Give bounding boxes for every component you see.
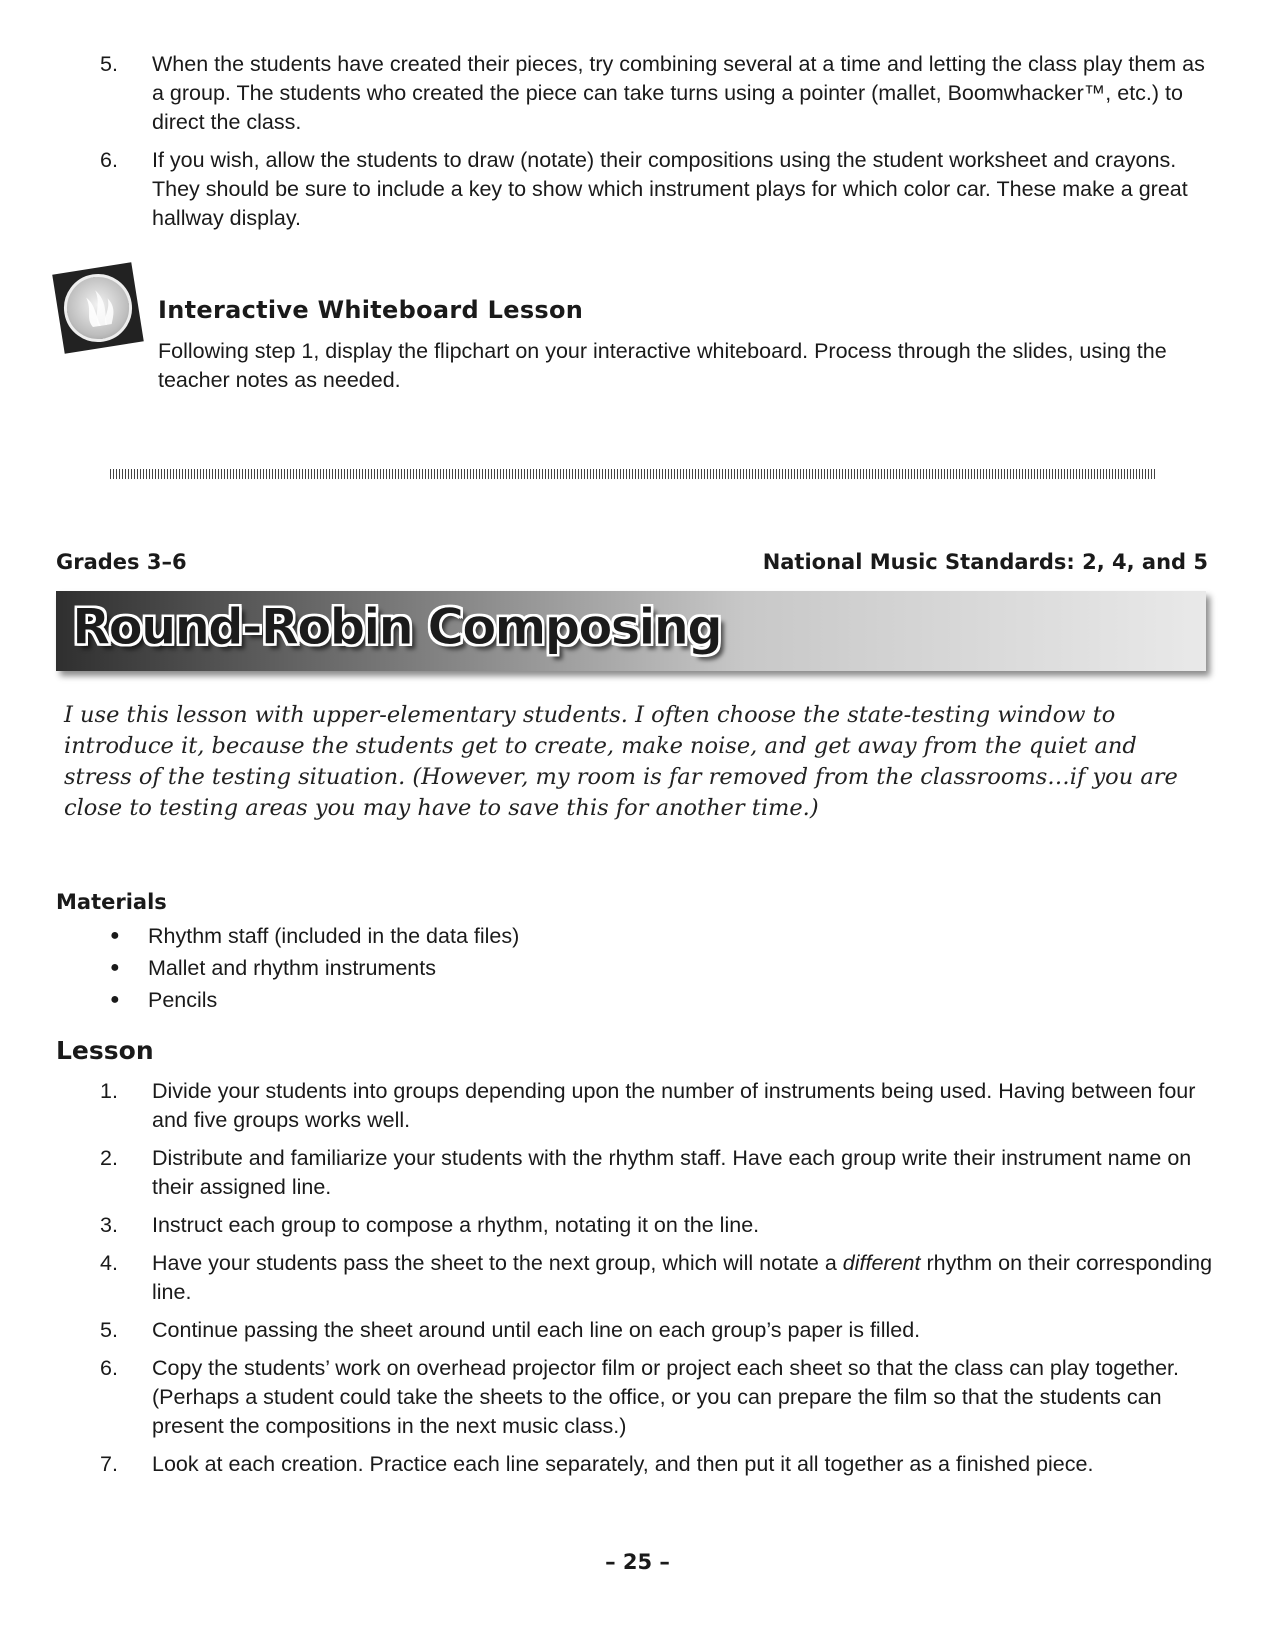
bullet-icon: ● bbox=[110, 991, 120, 1008]
material-text: Rhythm staff (included in the data files) bbox=[148, 924, 520, 948]
standards-label: National Music Standards: 2, 4, and 5 bbox=[762, 550, 1208, 574]
whiteboard-text: Following step 1, display the flipchart on your interactive whiteboard. Process through the slides, using the teacher notes as needed. bbox=[158, 339, 1167, 392]
list-item bbox=[96, 1077, 1216, 1135]
emphasis-text: different bbox=[842, 1251, 921, 1275]
lesson-heading: Lesson bbox=[56, 1036, 154, 1065]
page-title: Round-Robin Composing bbox=[72, 598, 721, 656]
step-number: 2. bbox=[100, 1146, 118, 1170]
whiteboard-heading: Interactive Whiteboard Lesson bbox=[158, 296, 584, 324]
step-text-part: rhythm on their corresponding line. bbox=[152, 1251, 1213, 1304]
step-number: 6. bbox=[100, 1356, 118, 1380]
step-text: When the students have created their pieces, try combining several at a time and letting the class play them as a group. The students who created the piece can take turns using a pointer (mallet, Boomwhacker™, etc.) to direct the class. bbox=[152, 52, 1205, 134]
step-text: Continue passing the sheet around until each line on each group’s paper is filled. bbox=[152, 1318, 921, 1342]
step-text bbox=[152, 1249, 1216, 1307]
material-text: Mallet and rhythm instruments bbox=[148, 956, 436, 980]
step-text: If you wish, allow the students to draw (notate) their compositions using the student worksheet and crayons. They should be sure to include a key to show which instrument plays for which color car. These make a great hallway display. bbox=[152, 148, 1188, 230]
step-number: 4. bbox=[100, 1251, 118, 1275]
list-item bbox=[96, 1316, 1216, 1345]
list-item bbox=[96, 146, 1216, 233]
list-item bbox=[110, 984, 519, 1016]
step-text-part: Have your students pass the sheet to the next group, which will notate a bbox=[152, 1251, 843, 1275]
list-item bbox=[110, 952, 519, 984]
material-text: Pencils bbox=[148, 988, 218, 1012]
list-item bbox=[96, 1144, 1216, 1202]
list-item bbox=[96, 1249, 1216, 1307]
step-text: Look at each creation. Practice each line separately, and then put it all together as a finished piece. bbox=[152, 1452, 1094, 1476]
step-number: 6. bbox=[100, 148, 118, 172]
step-number: 1. bbox=[100, 1079, 118, 1103]
materials-heading: Materials bbox=[56, 890, 167, 914]
list-item bbox=[110, 920, 519, 952]
list-item bbox=[96, 1354, 1216, 1441]
step-number: 5. bbox=[100, 1318, 118, 1342]
divider bbox=[110, 469, 1155, 479]
materials-list bbox=[110, 920, 519, 1016]
step-text: Copy the students’ work on overhead projector film or project each sheet so that the class can play together. (Perhaps a student could take the sheets to the office, or you can prepare the film so that the students can present the compositions in the next music class.) bbox=[152, 1356, 1179, 1438]
page-number: – 25 – bbox=[605, 1550, 670, 1574]
grades-label: Grades 3–6 bbox=[56, 550, 187, 574]
step-text: Distribute and familiarize your students with the rhythm staff. Have each group write their instrument name on their assigned line. bbox=[152, 1146, 1192, 1199]
step-number: 3. bbox=[100, 1213, 118, 1237]
list-item bbox=[96, 1211, 1216, 1240]
flame-icon bbox=[59, 269, 137, 347]
bullet-icon: ● bbox=[110, 959, 120, 976]
top-steps-list bbox=[96, 50, 1216, 242]
intro-note: I use this lesson with upper-elementary students. I often choose the state-testing window to introduce it, because the students get to create, make noise, and get away from the quiet and stress of the testing situation. (However, my room is far removed from the classrooms…if you are close to testing areas you may have to save this for another time.) bbox=[64, 702, 1178, 821]
step-text: Divide your students into groups depending upon the number of instruments being used. Having between four and five groups works well. bbox=[152, 1079, 1196, 1132]
bullet-icon: ● bbox=[110, 927, 120, 944]
lesson-steps-list bbox=[96, 1077, 1216, 1488]
whiteboard-icon bbox=[52, 262, 144, 354]
list-item bbox=[96, 50, 1216, 137]
step-number: 5. bbox=[100, 52, 118, 76]
list-item bbox=[96, 1450, 1216, 1479]
step-number: 7. bbox=[100, 1452, 118, 1476]
step-text: Instruct each group to compose a rhythm, notating it on the line. bbox=[152, 1213, 760, 1237]
